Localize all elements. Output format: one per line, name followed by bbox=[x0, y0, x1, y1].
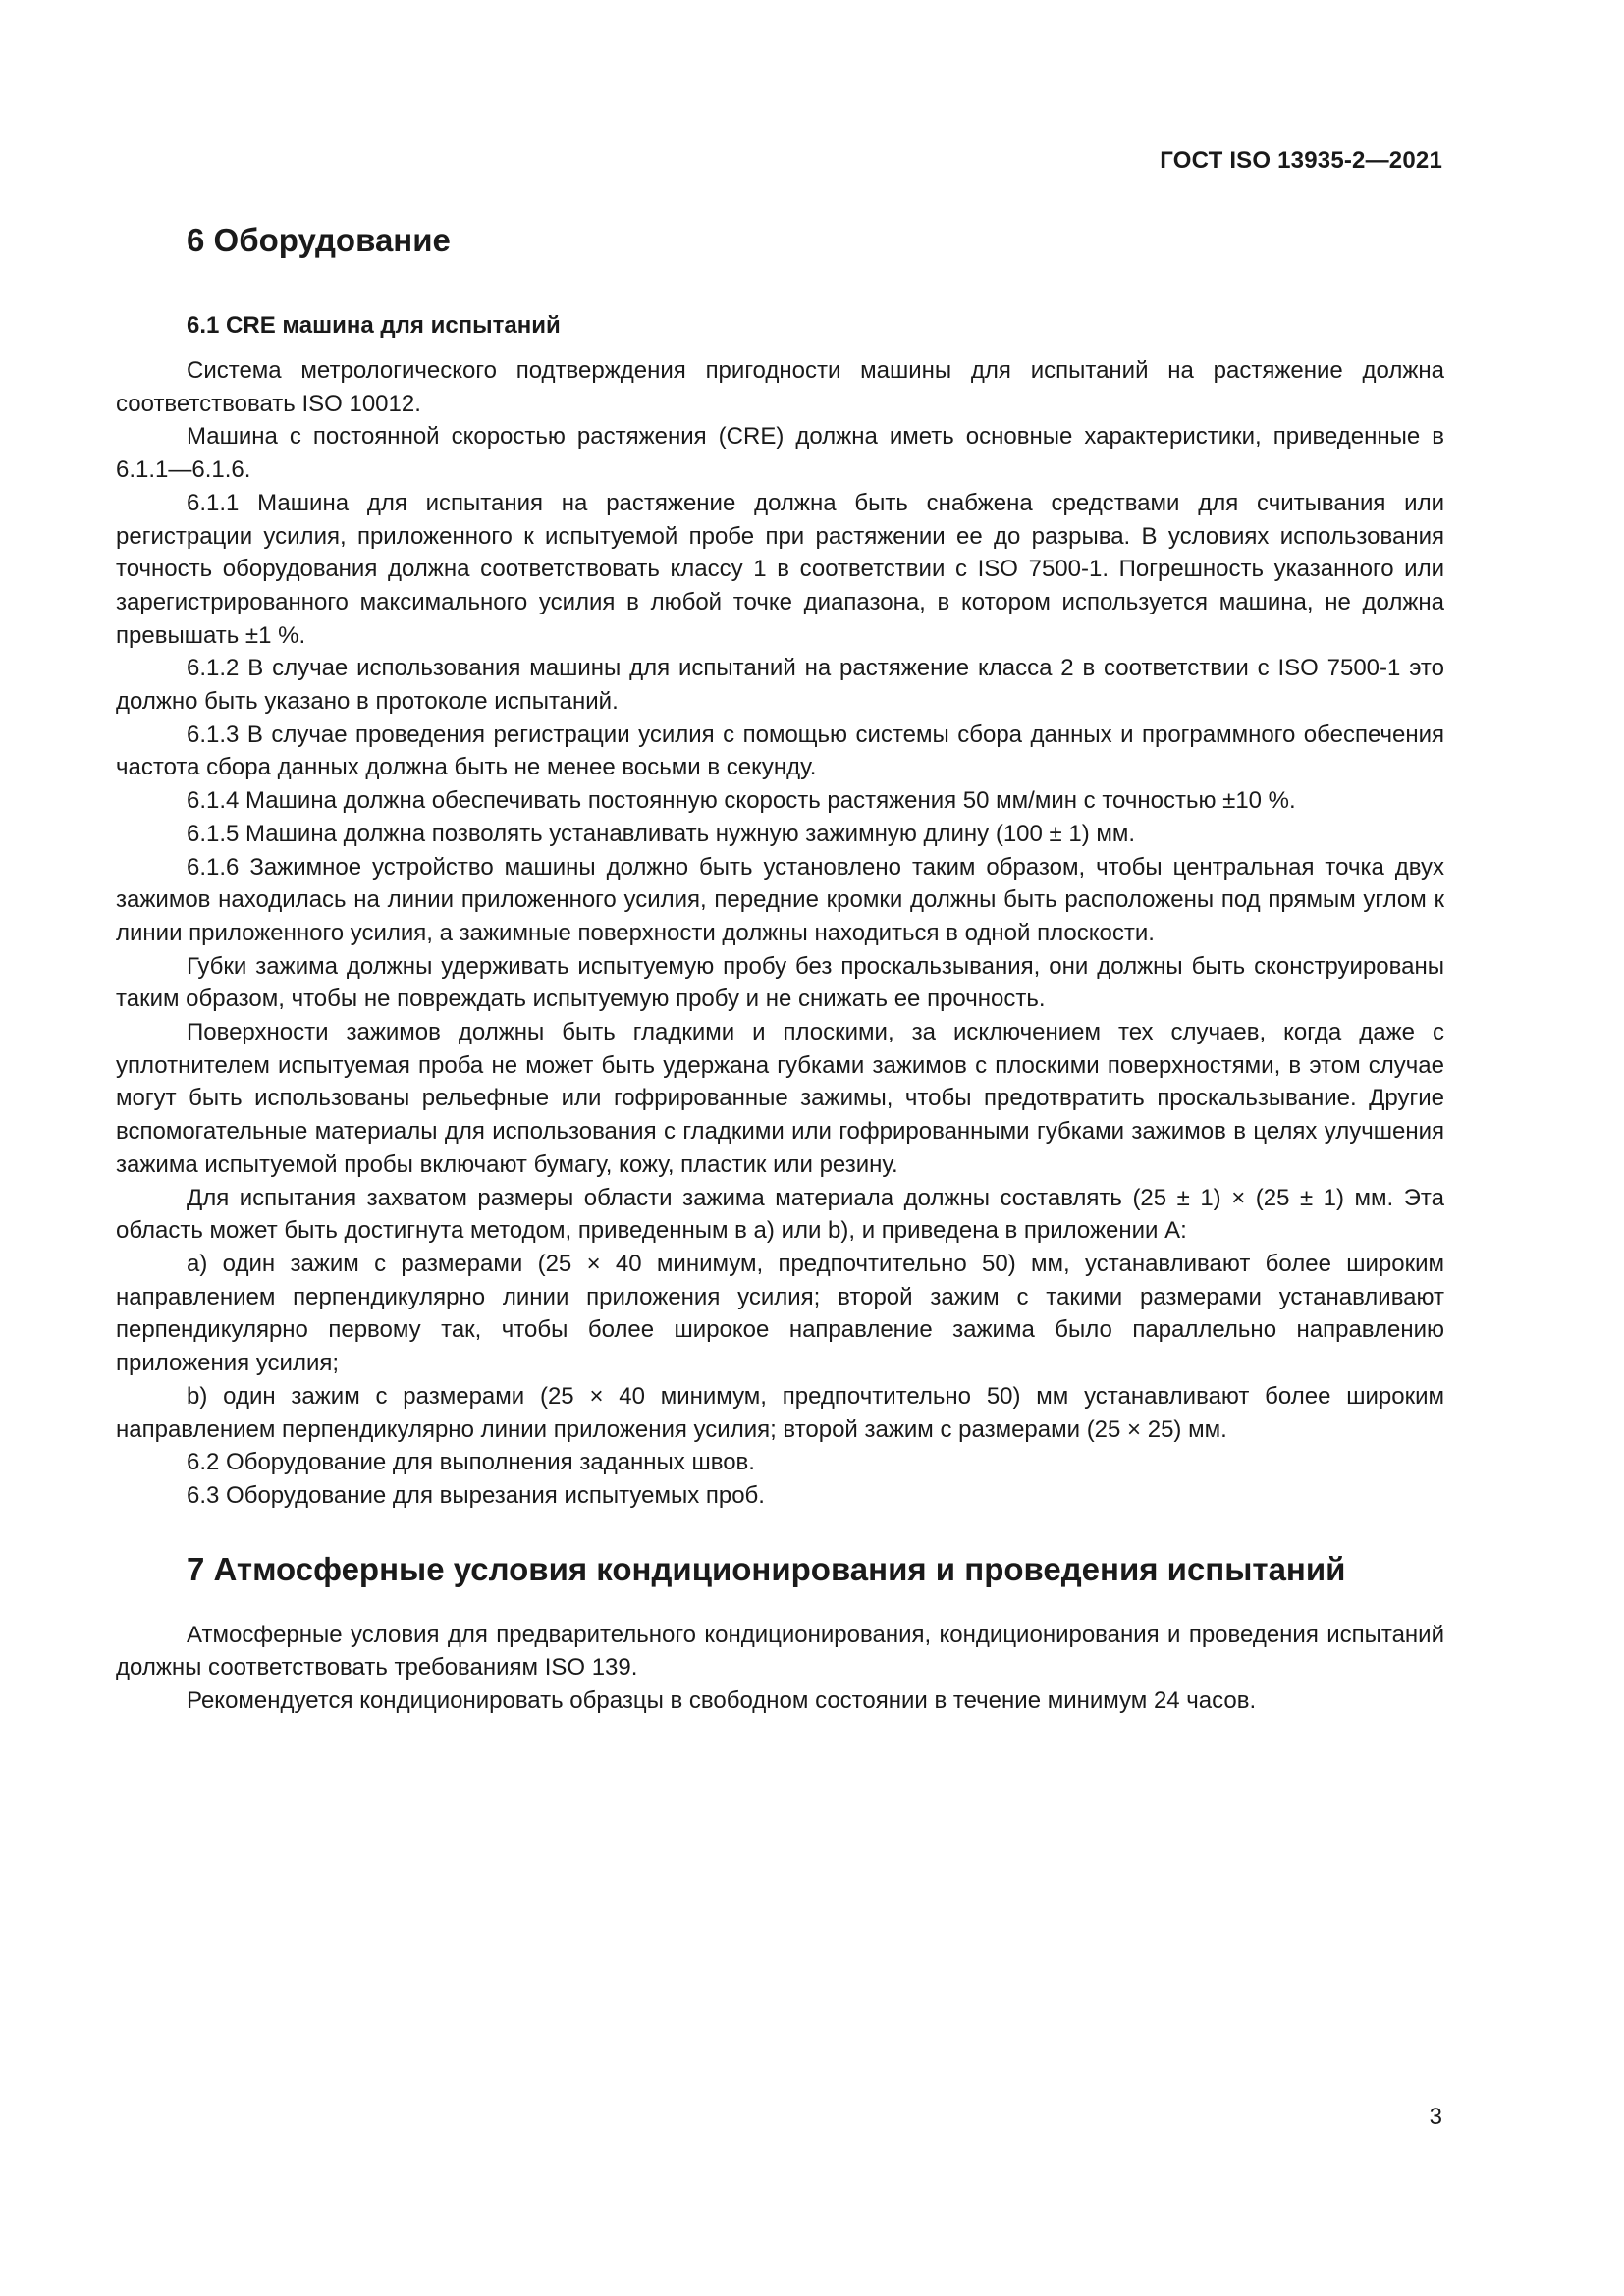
list-item-b: b) один зажим с размерами (25 × 40 минимум, предпочтительно 50) мм устанавливают более широким направлением перпендикулярно линии приложения усилия; второй зажим с размерами (25 × 25) мм. bbox=[116, 1382, 1444, 1443]
paragraph: 6.3 Оборудование для вырезания испытуемых проб. bbox=[187, 1481, 765, 1509]
paragraph: 6.1.1 Машина для испытания на растяжение должна быть снабжена средствами для считывания или регистрации усилия, приложенного к испытуемой пробе при растяжении ее до разрыва. В условиях использования точность оборудования должна соответствовать классу 1 в соответствии с ISO 7500-1. Погрешность указанного или зарегистрированного максимального усилия в любой точке диапазона, в котором используется машина, не должна превышать ±1 %. bbox=[116, 489, 1444, 649]
paragraph: Поверхности зажимов должны быть гладкими и плоскими, за исключением тех случаев, когда даже с уплотнителем испытуемая проба не может быть удержана губками зажимов с плоскими поверхностями, в этом случае могут быть использованы рельефные или гофрированные зажимы, чтобы предотвратить проскальзывание. Другие вспомогательные материалы для использования с гладкими или гофрированными губками зажимов в целях улучшения зажима испытуемой пробы включают бумагу, кожу, пластик или резину. bbox=[116, 1019, 1444, 1178]
paragraph: 6.2 Оборудование для выполнения заданных швов. bbox=[187, 1449, 755, 1476]
subsection-6-1-title: 6.1 CRE машина для испытаний bbox=[187, 312, 561, 339]
paragraph: Система метрологического подтверждения пригодности машины для испытаний на растяжение должна соответствовать ISO 10012. bbox=[116, 357, 1444, 417]
paragraph: Атмосферные условия для предварительного кондиционирования, кондиционирования и проведения испытаний должны соответствовать требованиям ISO 139. bbox=[116, 1621, 1444, 1682]
list-item-a: a) один зажим с размерами (25 × 40 минимум, предпочтительно 50) мм, устанавливают более широким направлением перпендикулярно линии приложения усилия; второй зажим с такими размерами устанавливают перпендикулярно первому так, чтобы более широкое направление зажима было параллельно направлению приложения усилия; bbox=[116, 1250, 1444, 1377]
document-code-header: ГОСТ ISO 13935-2—2021 bbox=[1160, 147, 1442, 174]
page-number: 3 bbox=[1429, 2104, 1442, 2130]
paragraph: Рекомендуется кондиционировать образцы в свободном состоянии в течение минимум 24 часов. bbox=[187, 1687, 1257, 1715]
paragraph: Губки зажима должны удерживать испытуемую пробу без проскальзывания, они должны быть сконструированы таким образом, чтобы не повреждать испытуемую пробу и не снижать ее прочность. bbox=[116, 952, 1444, 1013]
section-6-title: 6 Оборудование bbox=[187, 222, 451, 258]
paragraph: Машина с постоянной скоростью растяжения (CRE) должна иметь основные характеристики, приведенные в 6.1.1—6.1.6. bbox=[116, 423, 1444, 484]
paragraph: 6.1.4 Машина должна обеспечивать постоянную скорость растяжения 50 мм/мин с точностью ±10 %. bbox=[187, 787, 1296, 815]
paragraph: 6.1.5 Машина должна позволять устанавливать нужную зажимную длину (100 ± 1) мм. bbox=[187, 820, 1136, 847]
paragraph: 6.1.2 В случае использования машины для испытаний на растяжение класса 2 в соответствии с ISO 7500-1 это должно быть указано в протоколе испытаний. bbox=[116, 655, 1444, 716]
paragraph: Для испытания захватом размеры области зажима материала должны составлять (25 ± 1) × (25 ± 1) мм. Эта область может быть достигнута методом, приведенным в a) или b), и приведена в приложении А: bbox=[116, 1184, 1444, 1245]
paragraph: 6.1.3 В случае проведения регистрации усилия с помощью системы сбора данных и программного обеспечения частота сбора данных должна быть не менее восьми в секунду. bbox=[116, 721, 1444, 781]
page-content bbox=[116, 221, 1444, 1718]
section-7-title: 7 Атмосферные условия кондиционирования и проведения испытаний bbox=[187, 1550, 1346, 1587]
paragraph: 6.1.6 Зажимное устройство машины должно быть установлено таким образом, чтобы центральная точка двух зажимов находилась на линии приложенного усилия, передние кромки должны быть расположены под прямым углом к линии приложенного усилия, а зажимные поверхности должны находиться в одной плоскости. bbox=[116, 853, 1444, 946]
